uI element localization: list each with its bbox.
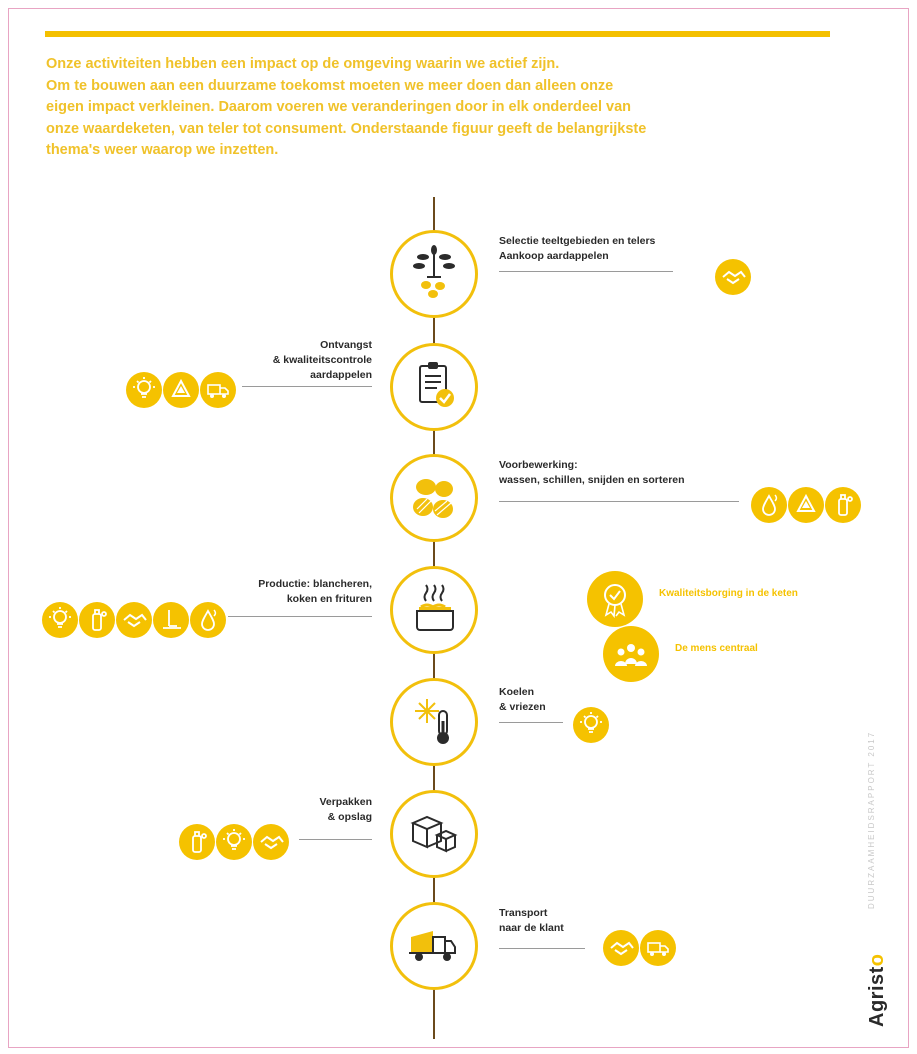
intro-line: thema's weer waarop we inzetten.	[46, 142, 279, 158]
step-circle	[390, 343, 478, 431]
step-circle	[390, 566, 478, 654]
step-underline	[499, 722, 563, 723]
infographic-page	[8, 8, 909, 1048]
step-label: Koelen & vriezen	[499, 686, 546, 713]
intro-paragraph	[46, 54, 846, 162]
logo-accent-letter: o	[866, 953, 888, 967]
theme-badge-recycle-icon	[788, 487, 824, 523]
step-underline	[499, 501, 739, 502]
step-underline	[242, 386, 372, 387]
step-circle	[390, 790, 478, 878]
logo-text: Agrist	[866, 966, 888, 1027]
top-accent-bar	[45, 31, 830, 37]
step-label: Transport naar de klant	[499, 907, 564, 934]
theme-badge-lightbulb-icon	[42, 602, 78, 638]
step-circle	[390, 678, 478, 766]
step-underline	[299, 839, 372, 840]
theme-badge-lightbulb-icon	[573, 707, 609, 743]
step-underline	[499, 948, 585, 949]
theme-badge-recycle-icon	[163, 372, 199, 408]
theme-badge-handshake-icon	[253, 824, 289, 860]
legend-label: De mens centraal	[675, 643, 758, 654]
agristo-logo	[866, 953, 889, 1027]
step-label: Ontvangst & kwaliteitscontrole aardappelen	[272, 339, 372, 381]
theme-badge-water-drop-icon	[190, 602, 226, 638]
theme-badge-truck-icon	[640, 930, 676, 966]
legend-people-icon	[603, 626, 659, 682]
theme-badge-lightbulb-icon	[126, 372, 162, 408]
intro-line: Onze activiteiten hebben een impact op de omgeving waarin we actief zijn.	[46, 56, 560, 72]
theme-badge-lightbulb-icon	[216, 824, 252, 860]
step-circle	[390, 902, 478, 990]
theme-badge-handshake-icon	[116, 602, 152, 638]
report-side-text: DUURZAAMHEIDSRAPPORT 2017	[867, 730, 876, 909]
theme-badge-bottle-icon	[179, 824, 215, 860]
step-label: Verpakken & opslag	[319, 796, 372, 823]
step-circle	[390, 230, 478, 318]
intro-line: eigen impact verkleinen. Daarom voeren we veranderingen door in elk onderdeel van	[46, 99, 632, 115]
theme-badge-bottle-icon	[79, 602, 115, 638]
intro-line: onze waardeketen, van teler tot consument. Onderstaande figuur geeft de belangrijkste	[46, 120, 647, 137]
step-label: Selectie teeltgebieden en telers Aankoop aardappelen	[499, 235, 656, 262]
theme-badge-water-drop-icon	[751, 487, 787, 523]
step-underline	[228, 616, 372, 617]
step-label: Productie: blancheren, koken en frituren	[258, 578, 372, 605]
intro-line: Om te bouwen aan een duurzame toekomst moeten we meer doen dan alleen onze	[46, 77, 614, 94]
step-label: Voorbewerking: wassen, schillen, snijden en sorteren	[499, 459, 685, 486]
theme-badge-bottle-icon	[825, 487, 861, 523]
legend-label: Kwaliteitsborging in de keten	[659, 588, 798, 599]
theme-badge-truck-icon	[200, 372, 236, 408]
theme-badge-handshake-icon	[715, 259, 751, 295]
theme-badge-factory-icon	[153, 602, 189, 638]
step-underline	[499, 271, 673, 272]
legend-award-icon	[587, 571, 643, 627]
theme-badge-handshake-icon	[603, 930, 639, 966]
step-circle	[390, 454, 478, 542]
